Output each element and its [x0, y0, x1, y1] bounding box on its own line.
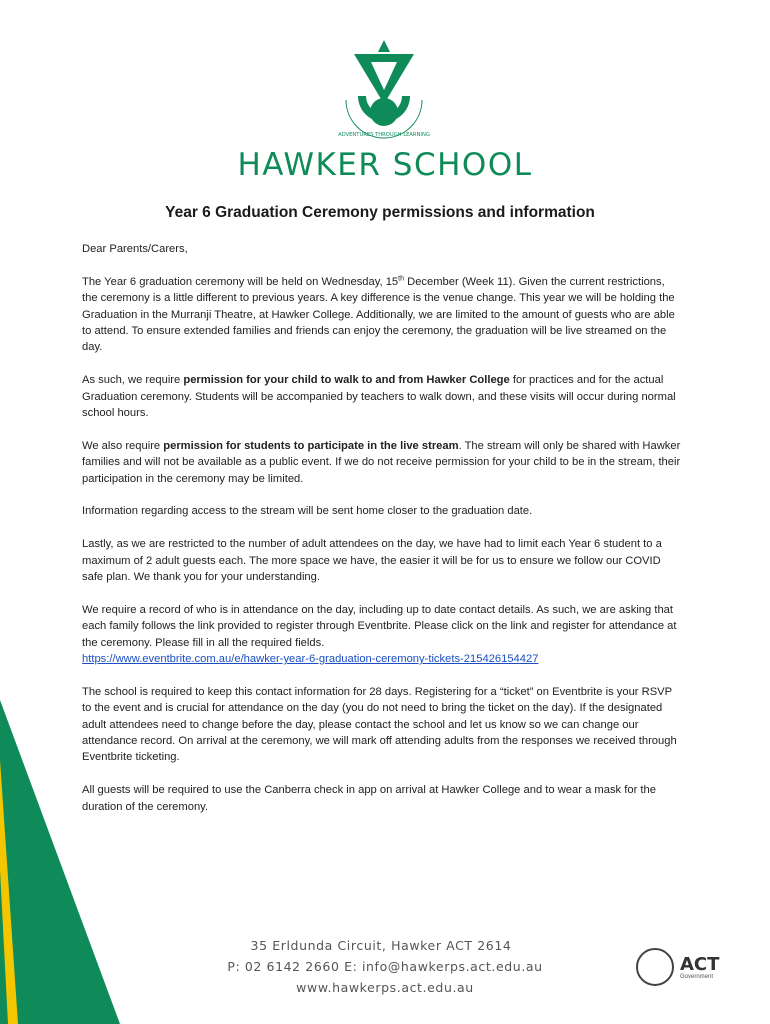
paragraph-stream-permission: We also require permission for students to participate in the live stream. The stream will only be shared with Hawker families and will not be available as a public event. If we do not receive permission for your child to be in the stream, their participation in the ceremony may be limited.	[82, 439, 681, 485]
act-logo-text: ACT	[680, 954, 720, 975]
act-logo-subtext: Government	[680, 974, 714, 980]
paragraph-contact-info: The school is required to keep this contact information for 28 days. Registering for a “ticket” on Eventbrite is your RSVP to the event and is crucial for attendance on the day (you do not need to bring the ticket on the day). If the designated adult attendees need to change before the day, please contact the school and let us know so we can change our attendance record. On arrival at the ceremony, we will mark off attending adults from the responses we received through Eventbrite ticketing.	[82, 685, 677, 764]
paragraph-guest-limit: Lastly, as we are restricted to the number of adult attendees on the day, we have had to limit each Year 6 student to a maximum of 2 adult guests each. The more space we have, the easier it will be for us to ensure we follow our COVID safe plan. We thank you for your understanding.	[82, 538, 662, 584]
school-logo	[0, 0, 770, 200]
paragraph-registration: We require a record of who is in attendance on the day, including up to date contact details. As such, we are asking that each family follows the link provided to register through Eventbrite. Please click on the link and register for attendance at the ceremony. Please fill in all the required fields. https://www.eventbrite.com.au/e/hawker-year-6-graduation-ceremony-tickets-215426154427	[82, 603, 677, 666]
letter-body	[82, 241, 682, 831]
act-emblem-icon	[636, 948, 674, 986]
footer-contact: P: 02 6142 2660 E: info@hawkerps.act.edu.au	[227, 959, 543, 974]
footer-address: 35 Erldunda Circuit, Hawker ACT 2614	[250, 938, 512, 953]
paragraph-venue: The Year 6 graduation ceremony will be held on Wednesday, 15th December (Week 11). Given the current restrictions, the ceremony is a little different to previous years. A key difference is the venue change. This year we will be holding the Graduation in the Murranji Theatre, at Hawker College. Additionally, we are limited to the amount of guests who are able to attend. To ensure extended families and friends can enjoy the ceremony, the graduation will be live streamed on the day.	[82, 275, 675, 354]
decorative-stripes	[0, 700, 120, 1024]
act-government-logo	[636, 948, 726, 988]
eventbrite-link[interactable]: https://www.eventbrite.com.au/e/hawker-year-6-graduation-ceremony-tickets-215426154427	[82, 653, 539, 666]
school-emblem-icon	[336, 40, 432, 140]
logo-motto: ADVENTURES THROUGH LEARNING	[338, 132, 430, 138]
paragraph-covid-requirements: All guests will be required to use the Canberra check in app on arrival at Hawker College and to wear a mask for the duration of the ceremony.	[82, 784, 656, 813]
document-title: Year 6 Graduation Ceremony permissions and information	[165, 204, 595, 221]
greeting: Dear Parents/Carers,	[82, 243, 188, 255]
paragraph-stream-info: Information regarding access to the stream will be sent home closer to the graduation date.	[82, 505, 533, 518]
paragraph-walk-permission: As such, we require permission for your child to walk to and from Hawker College for practices and for the actual Graduation ceremony. Students will be accompanied by teachers to walk down, and these visits will occur during normal school hours.	[82, 374, 676, 420]
school-name: HAWKER SCHOOL	[237, 147, 533, 183]
footer-website: www.hawkerps.act.edu.au	[296, 980, 474, 995]
